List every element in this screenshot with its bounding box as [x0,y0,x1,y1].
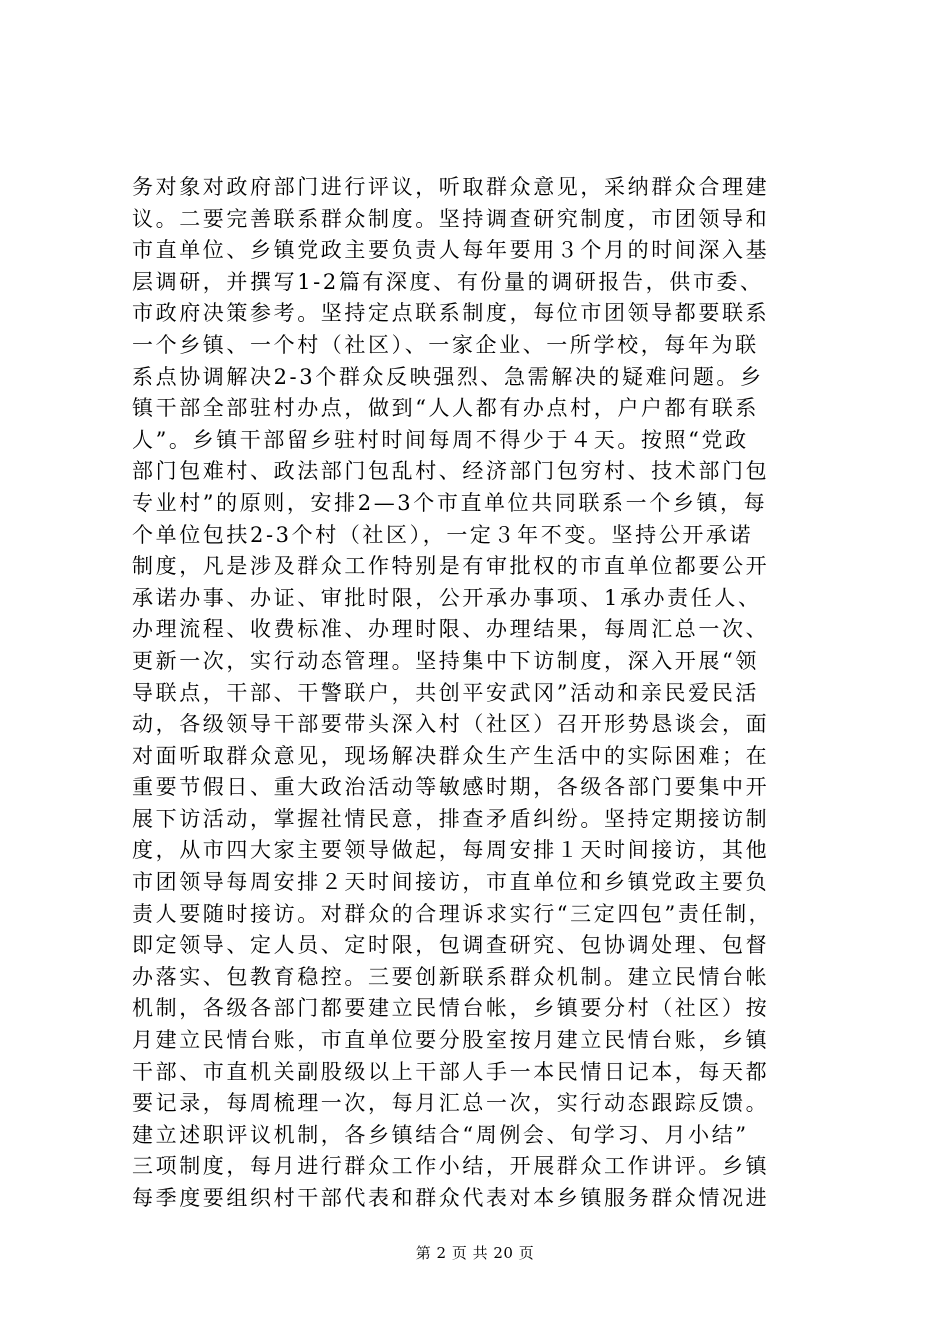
page-footer [0,1243,950,1263]
text-line: 每季度要组织村干部代表和群众代表对本乡镇服务群众情况进 [132,1186,770,1210]
page-number-label: 第 2 页 共 20 页 [415,1244,535,1262]
body-paragraph [132,172,832,1215]
text-line: 务对象对政府部门进行评议，听取群众意见，采纳群众合理建 [132,175,770,199]
text-line: 度，从市四大家主要领导做起，每周安排１天时间接访，其他 [132,838,770,863]
text-line: 人”。乡镇干部留乡驻村时间每周不得少于４天。按照“党政 [132,427,749,452]
text-line: 制度，凡是涉及群众工作特别是有审批权的市直单位都要公开 [132,554,770,579]
text-line: 个单位包扶2-3个村（社区），一定３年不变。坚持公开承诺 [132,522,754,547]
text-line: 更新一次，实行动态管理。坚持集中下访制度，深入开展“领 [132,648,759,673]
text-line: 责人要随时接访。对群众的合理诉求实行“三定四包”责任制， [132,901,773,926]
text-line: 重要节假日、重大政治活动等敏感时期，各级各部门要集中开 [132,775,770,800]
text-line: 市团领导每周安排２天时间接访，市直单位和乡镇党政主要负 [132,870,770,895]
text-line: 对面听取群众意见，现场解决群众生产生活中的实际困难；在 [132,743,770,768]
text-line: 干部、市直机关副股级以上干部人手一本民情日记本，每天都 [132,1059,770,1084]
text-line: 动，各级领导干部要带头深入村（社区）召开形势恳谈会，面 [132,712,770,737]
text-line: 部门包难村、政法部门包乱村、经济部门包穷村、技术部门包 [132,459,770,484]
text-line: 一个乡镇、一个村（社区）、一家企业、一所学校，每年为联 [132,332,759,357]
text-line: 展下访活动，掌握社情民意，排查矛盾纠纷。坚持定期接访制 [132,806,770,831]
text-line: 导联点，干部、干警联户，共创平安武冈”活动和亲民爱民活 [132,680,759,705]
text-line: 月建立民情台账，市直单位要分股室按月建立民情台账，乡镇 [132,1028,770,1053]
text-line: 市直单位、乡镇党政主要负责人每年要用３个月的时间深入基 [132,238,770,263]
text-line: 专业村”的原则，安排2—3个市直单位共同联系一个乡镇，每 [132,490,768,515]
text-line: 机制，各级各部门都要建立民情台帐，乡镇要分村（社区）按 [132,996,770,1021]
text-line: 市政府决策参考。坚持定点联系制度，每位市团领导都要联系 [132,301,770,326]
text-line: 建立述职评议机制，各乡镇结合“周例会、旬学习、月小结” [132,1122,749,1147]
text-line: 议。二要完善联系群众制度。坚持调查研究制度，市团领导和 [132,206,770,231]
text-line: 要记录，每周梳理一次，每月汇总一次，实行动态跟踪反馈。 [132,1091,770,1116]
text-line: 即定领导、定人员、定时限，包调查研究、包协调处理、包督 [132,933,770,958]
text-line: 办落实、包教育稳控。三要创新联系群众机制。建立民情台帐 [132,964,770,989]
text-line: 系点协调解决2-3个群众反映强烈、急需解决的疑难问题。乡 [132,364,764,389]
text-line: 三项制度，每月进行群众工作小结，开展群众工作讲评。乡镇 [132,1154,770,1179]
text-line: 办理流程、收费标准、办理时限、办理结果，每周汇总一次、 [132,617,770,642]
text-line: 镇干部全部驻村办点，做到“人人都有办点村，户户都有联系 [132,396,759,421]
text-line: 承诺办事、办证、审批时限，公开承办事项、1承办责任人、 [132,585,762,610]
text-line: 层调研，并撰写1-2篇有深度、有份量的调研报告，供市委、 [132,269,764,294]
